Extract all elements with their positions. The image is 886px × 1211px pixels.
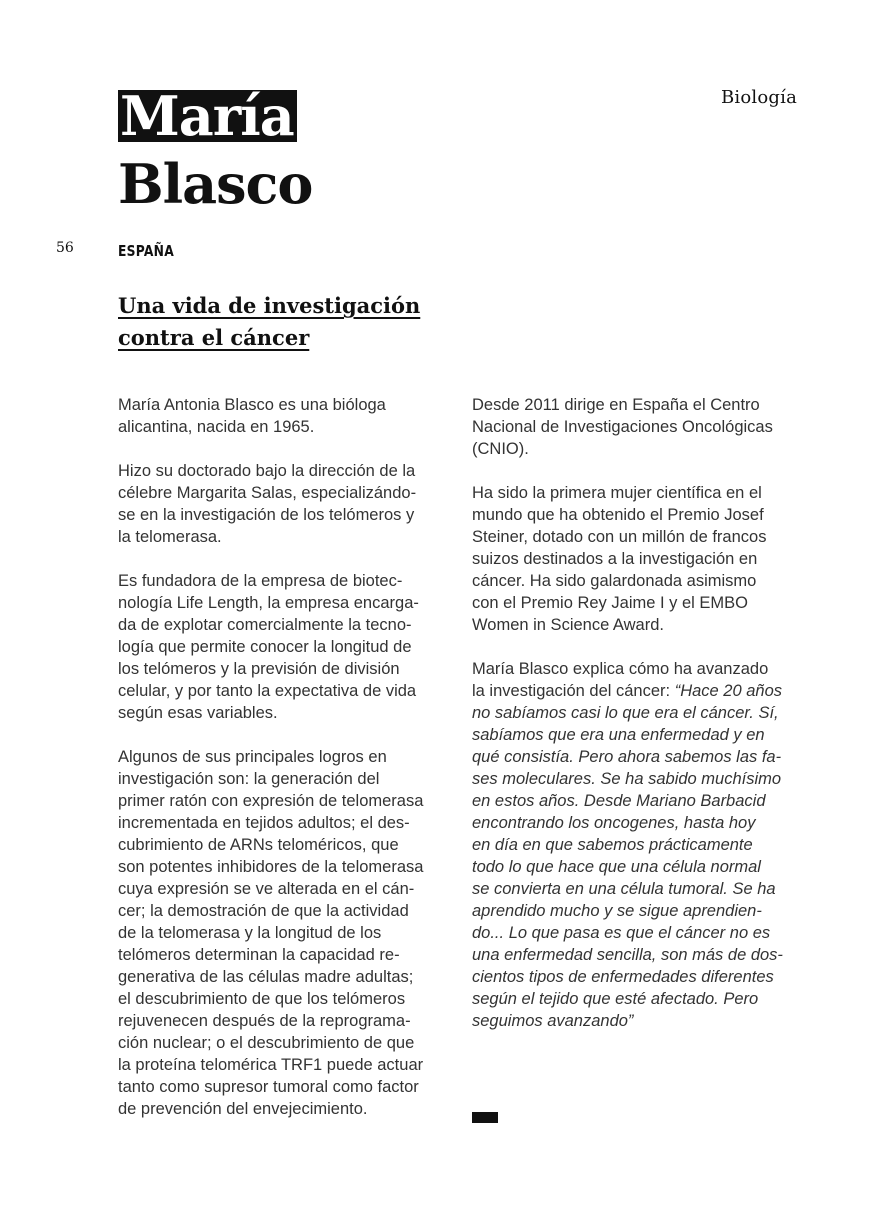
text-line: alicantina, nacida en 1965. xyxy=(118,418,315,436)
text-line: Steiner, dotado con un millón de francos xyxy=(472,528,767,546)
text-line: investigación son: la generación del xyxy=(118,770,380,788)
text-line: mundo que ha obtenido el Premio Josef xyxy=(472,506,764,524)
quote-line: ses moleculares. Se ha sabido muchísimo xyxy=(472,770,782,788)
text-line: de la telomerasa y la longitud de los xyxy=(118,924,382,942)
article-headline xyxy=(118,290,458,354)
quote-fragment: “Hace 20 años xyxy=(674,682,783,700)
text-line: incrementada en tejidos adultos; el des- xyxy=(118,814,410,832)
text-fragment: la investigación del cáncer: xyxy=(472,682,675,700)
quote-line: se convierta en una célula tumoral. Se ha xyxy=(472,880,776,898)
headline-line: Una vida de investigación xyxy=(118,293,421,318)
text-line: logía que permite conocer la longitud de xyxy=(118,638,412,656)
quote-line: seguimos avanzando” xyxy=(472,1012,634,1030)
text-line: ción nuclear; o el descubrimiento de que xyxy=(118,1034,415,1052)
quote-line: en estos años. Desde Mariano Barbacid xyxy=(472,792,766,810)
text-line: María Blasco explica cómo ha avanzado xyxy=(472,660,769,678)
text-line: según esas variables. xyxy=(118,704,278,722)
quote-line: sabíamos que era una enfermedad y en xyxy=(472,726,765,744)
paragraph xyxy=(118,570,448,724)
text-line: son potentes inhibidores de la telomerasa xyxy=(118,858,424,876)
text-line: cer; la demostración de que la actividad xyxy=(118,902,409,920)
quote-line: no sabíamos casi lo que era el cáncer. Sí, xyxy=(472,704,779,722)
quote-line: cientos tipos de enfermedades diferentes xyxy=(472,968,774,986)
page-number: 56 xyxy=(56,240,74,256)
text-line: nología Life Length, la empresa encarga- xyxy=(118,594,419,612)
paragraph xyxy=(118,460,448,548)
category-label: Biología xyxy=(720,87,797,108)
text-line: María Antonia Blasco es una bióloga xyxy=(118,396,386,414)
first-name: María xyxy=(118,90,297,142)
text-line: cubrimiento de ARNs teloméricos, que xyxy=(118,836,399,854)
text-line: (CNIO). xyxy=(472,440,529,458)
text-line: rejuvenecen después de la reprograma- xyxy=(118,1012,411,1030)
text-line: célebre Margarita Salas, especializándo- xyxy=(118,484,417,502)
country-label: ESPAÑA xyxy=(118,242,174,260)
text-line: suizos destinados a la investigación en xyxy=(472,550,758,568)
text-line: con el Premio Rey Jaime I y el EMBO xyxy=(472,594,749,612)
quote-line: encontrando los oncogenes, hasta hoy xyxy=(472,814,756,832)
quote-line: aprendido mucho y se sigue aprendien- xyxy=(472,902,762,920)
end-of-article-mark xyxy=(472,1112,498,1123)
left-column xyxy=(118,394,448,1142)
text-line xyxy=(472,680,802,702)
text-line: Desde 2011 dirige en España el Centro xyxy=(472,396,760,414)
text-line: de prevención del envejecimiento. xyxy=(118,1100,368,1118)
text-line: los telómeros y la previsión de división xyxy=(118,660,400,678)
text-line: la proteína telomérica TRF1 puede actuar xyxy=(118,1056,424,1074)
text-line: cáncer. Ha sido galardonada asimismo xyxy=(472,572,757,590)
text-line: la telomerasa. xyxy=(118,528,222,546)
paragraph xyxy=(472,658,802,1032)
quote-line: qué consistía. Pero ahora sabemos las fa- xyxy=(472,748,782,766)
text-line: generativa de las células madre adultas; xyxy=(118,968,414,986)
paragraph xyxy=(118,746,448,1120)
quote-line: do... Lo que pasa es que el cáncer no es xyxy=(472,924,771,942)
paragraph xyxy=(472,482,802,636)
last-name: Blasco xyxy=(118,152,313,216)
text-line: se en la investigación de los telómeros y xyxy=(118,506,415,524)
text-line: Nacional de Investigaciones Oncológicas xyxy=(472,418,773,436)
quote-line: todo lo que hace que una célula normal xyxy=(472,858,761,876)
quote-line: según el tejido que esté afectado. Pero xyxy=(472,990,759,1008)
text-line: cuya expresión se ve alterada en el cán- xyxy=(118,880,415,898)
text-line: Hizo su doctorado bajo la dirección de la xyxy=(118,462,416,480)
text-line: celular, y por tanto la expectativa de vida xyxy=(118,682,417,700)
quote-line: una enfermedad sencilla, son más de dos- xyxy=(472,946,783,964)
text-line: da de explotar comercialmente la tecno- xyxy=(118,616,412,634)
text-line: tanto como supresor tumoral como factor xyxy=(118,1078,419,1096)
quote-line: en día en que sabemos prácticamente xyxy=(472,836,753,854)
headline-line: contra el cáncer xyxy=(118,325,310,350)
person-name xyxy=(118,84,312,216)
text-line: el descubrimiento de que los telómeros xyxy=(118,990,406,1008)
text-line: Es fundadora de la empresa de biotec- xyxy=(118,572,403,590)
text-line: primer ratón con expresión de telomerasa xyxy=(118,792,424,810)
text-line: telómeros determinan la capacidad re- xyxy=(118,946,400,964)
text-line: Ha sido la primera mujer científica en el xyxy=(472,484,762,502)
paragraph xyxy=(472,394,802,460)
text-line: Women in Science Award. xyxy=(472,616,664,634)
text-line: Algunos de sus principales logros en xyxy=(118,748,387,766)
paragraph xyxy=(118,394,448,438)
right-column xyxy=(472,394,802,1054)
